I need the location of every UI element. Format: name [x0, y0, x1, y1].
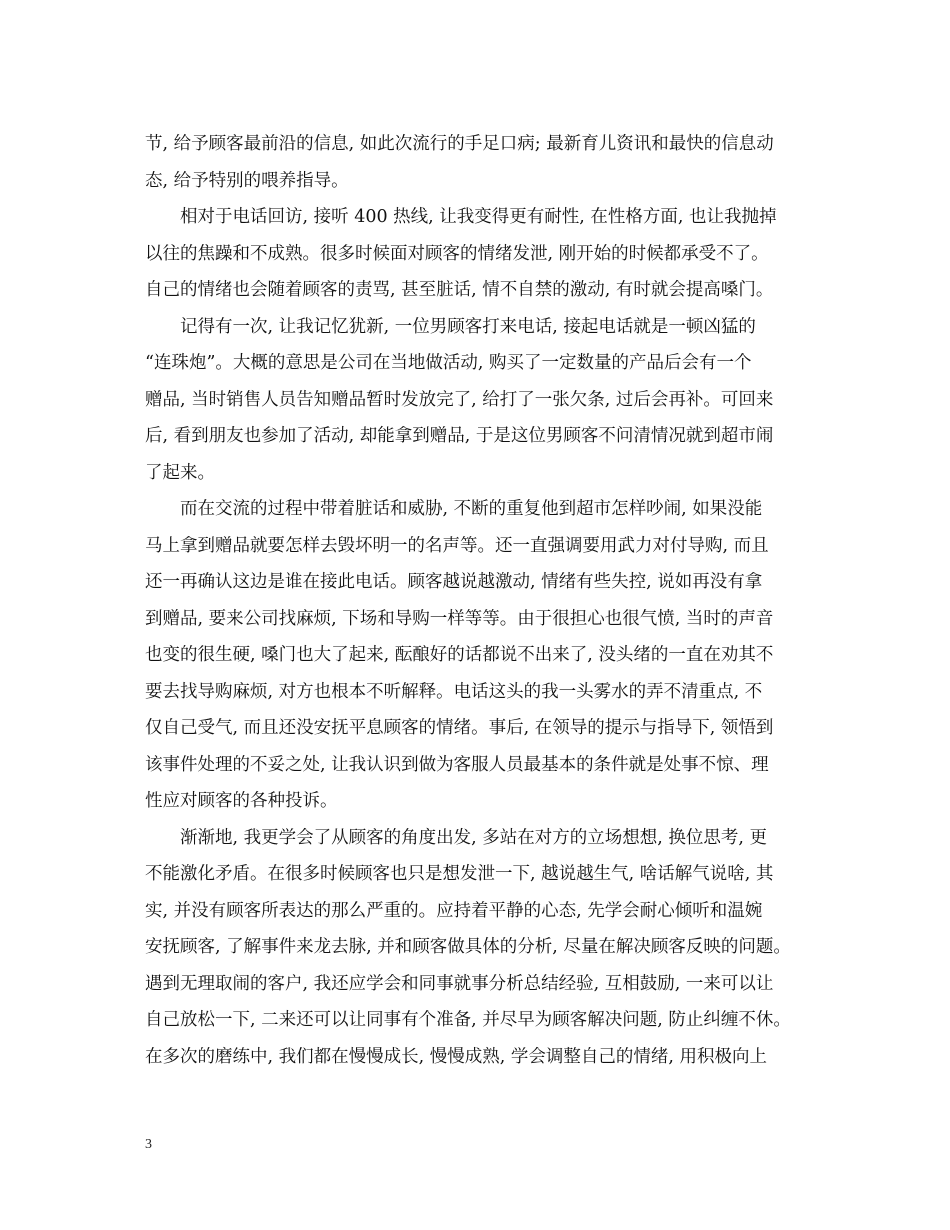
- text-line: 渐渐地, 我更学会了从顾客的角度出发, 多站在对方的立场想想, 换位思考, 更: [180, 827, 767, 848]
- text-line: 性应对顾客的各种投诉。: [145, 791, 338, 811]
- text-line: 而在交流的过程中带着脏话和威胁, 不断的重复他到超市怎样吵闹, 如果没能: [180, 499, 763, 519]
- text-line: 了起来。: [145, 462, 215, 483]
- text-line: 记得有一次, 让我记忆犹新, 一位男顾客打来电话, 接起电话就是一顿凶猛的: [180, 316, 756, 337]
- text-line: 该事件处理的不妥之处, 让我认识到做为客服人员最基本的条件就是处事不惊、理: [145, 754, 769, 775]
- text-line: 自己放松一下, 二来还可以让同事有个准备, 并尽早为顾客解决问题, 防止纠缠不休。: [145, 1010, 791, 1030]
- text-line: 节, 给予顾客最前沿的信息, 如此次流行的手足口病; 最新育儿资讯和最快的信息动: [145, 134, 774, 154]
- text-line: 安抚顾客, 了解事件来龙去脉, 并和顾客做具体的分析, 尽量在解决顾客反映的问题。: [145, 937, 791, 957]
- text-line: 马上拿到赠品就要怎样去毁坏明一的名声等。还一直强调要用武力对付导购, 而且: [145, 535, 769, 556]
- text-line: 仅自己受气, 而且还没安抚平息顾客的情绪。事后, 在领导的提示与指导下, 领悟到: [145, 718, 774, 738]
- text-line: 相对于电话回访, 接听 400 热线, 让我变得更有耐性, 在性格方面, 也让我抛掉: [180, 207, 777, 227]
- body-text: [145, 126, 821, 1075]
- text-line: 实, 并没有顾客所表达的那么严重的。应持着平静的心态, 先学会耐心倾听和温婉: [145, 900, 763, 921]
- text-line: 在多次的磨练中, 我们都在慢慢成长, 慢慢成熟, 学会调整自己的情绪, 用积极向上: [145, 1046, 767, 1067]
- text-line: 不能激化矛盾。在很多时候顾客也只是想发泄一下, 越说越生气, 啥话解气说啥, 其: [145, 864, 774, 884]
- text-line: 还一再确认这边是谁在接此电话。顾客越说越激动, 情绪有些失控, 说如再没有拿: [145, 572, 763, 592]
- text-line: 以往的焦躁和不成熟。很多时候面对顾客的情绪发泄, 刚开始的时候都承受不了。: [145, 243, 769, 264]
- text-line: 后, 看到朋友也参加了活动, 却能拿到赠品, 于是这位男顾客不问清情况就到超市闹: [145, 426, 774, 446]
- text-line: 态, 给予特别的喂养指导。: [145, 170, 349, 191]
- text-line: 赠品, 当时销售人员告知赠品暂时发放完了, 给打了一张欠条, 过后会再补。可回来: [145, 389, 774, 410]
- text-line: 遇到无理取闹的客户, 我还应学会和同事就事分析总结经验, 互相鼓励, 一来可以让: [145, 973, 774, 994]
- text-line: “连珠炮”。大概的意思是公司在当地做活动, 购买了一定数量的产品后会有一个: [145, 353, 752, 373]
- page-number: 3: [145, 1137, 152, 1152]
- text-line: 到赠品, 要来公司找麻烦, 下场和导购一样等等。由于很担心也很气愤, 当时的声音: [145, 608, 774, 629]
- text-line: 也变的很生硬, 嗓门也大了起来, 酝酿好的话都说不出来了, 没头绪的一直在劝其不: [145, 645, 774, 665]
- text-line: 自己的情绪也会随着顾客的责骂, 甚至脏话, 情不自禁的激动, 有时就会提高嗓门。: [145, 280, 774, 300]
- text-line: 要去找导购麻烦, 对方也根本不听解释。电话这头的我一头雾水的弄不清重点, 不: [145, 681, 763, 702]
